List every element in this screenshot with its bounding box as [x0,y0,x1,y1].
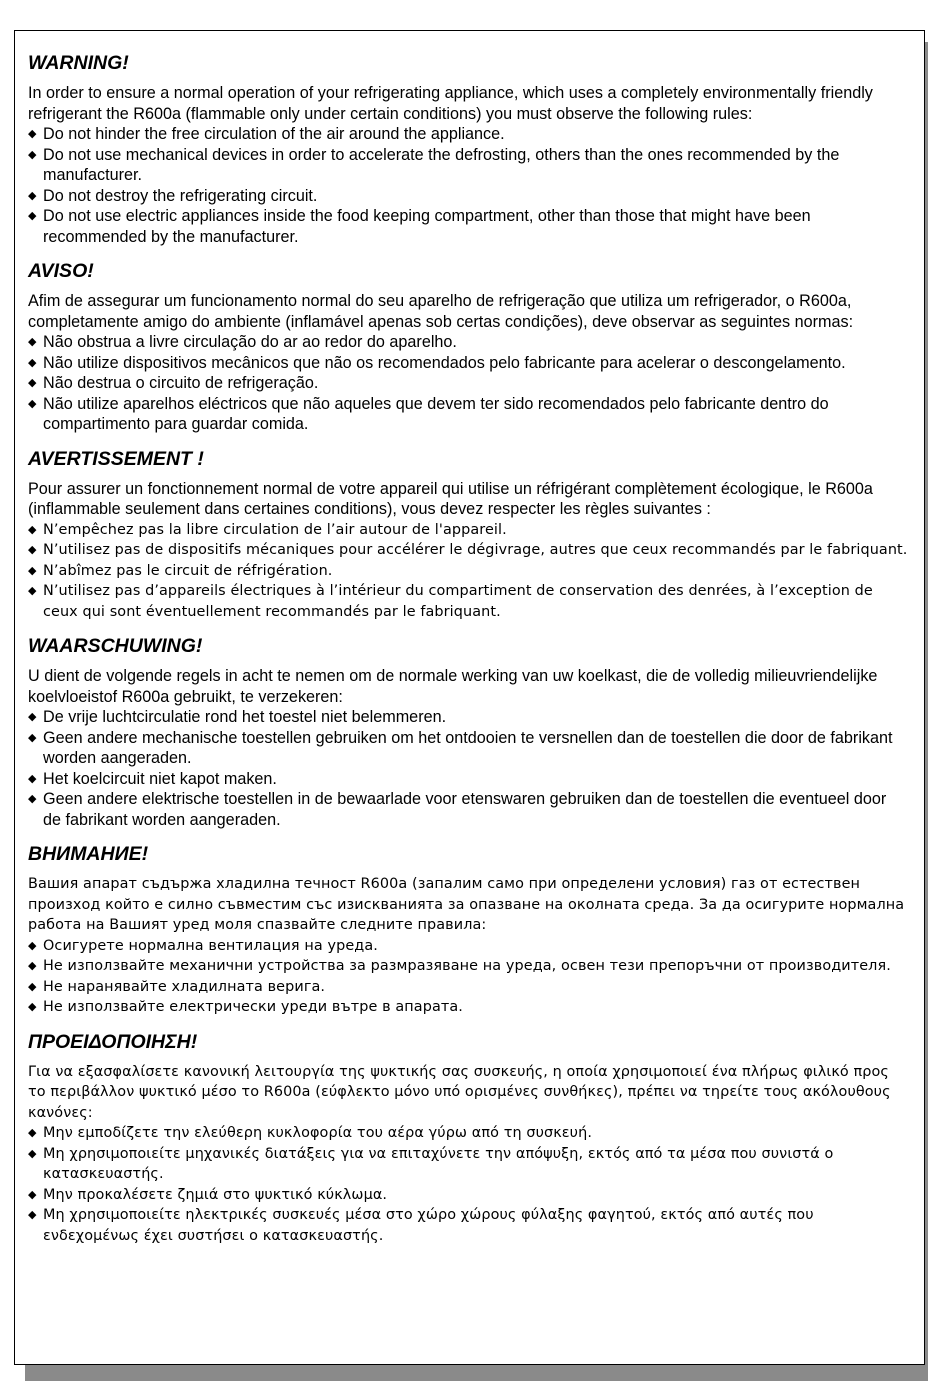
diamond-bullet-icon: ◆ [28,959,37,972]
diamond-bullet-icon: ◆ [28,1000,37,1013]
list-item [28,394,908,435]
section-intro: Вашия апарат съдържа хладилна течност R600a (запалим само при определени условия) газ от естествен произход който е силно съвместим със изискванията за опазване на околната среда. За да осигурите нормална работа на Вашият уред моля спазвайте следните правила: [28,876,905,933]
list-item [28,353,908,374]
list-item [28,789,908,830]
rule-text: Μην εμποδίζετε την ελεύθερη κυκλοφορία του αέρα γύρω από τη συσκευή. [43,1125,592,1141]
rule-text: Não obstrua a livre circulação do ar ao redor do aparelho. [43,333,457,351]
section-intro: Afim de assegurar um funcionamento normal do seu aparelho de refrigeração que utiliza um refrigerador, o R600a, completamente amigo do ambiente (inflamável apenas sob certas condições), deve observar as seguintes normas: [28,292,854,331]
section-bulgarian [28,842,908,1018]
list-item [28,1144,908,1185]
diamond-bullet-icon: ◆ [28,377,37,389]
list-item [28,373,908,394]
list-item [28,1123,908,1144]
diamond-bullet-icon: ◆ [28,793,37,805]
list-item [28,561,908,582]
diamond-bullet-icon: ◆ [28,711,37,723]
list-item [28,769,908,790]
diamond-bullet-icon: ◆ [28,128,37,140]
rule-list [28,124,908,247]
diamond-bullet-icon: ◆ [28,148,37,161]
list-item [28,707,908,728]
list-item [28,540,908,561]
rule-text: Não utilize dispositivos mecânicos que não os recomendados pelo fabricante para acelerar o descongelamento. [43,353,846,372]
rule-text: Do not use mechanical devices in order to accelerate the defrosting, others than the ones recommended by the manufacturer. [43,145,840,184]
diamond-bullet-icon: ◆ [28,938,37,952]
section-greek [28,1030,908,1247]
rule-text: Do not destroy the refrigerating circuit. [43,186,318,205]
list-item [28,728,908,769]
rule-list [28,707,908,830]
diamond-bullet-icon: ◆ [28,336,37,348]
section-french [28,447,908,623]
list-item [28,1205,908,1246]
diamond-bullet-icon: ◆ [28,563,37,577]
rule-text: Μην προκαλέσετε ζημιά στο ψυκτικό κύκλωμα. [43,1186,388,1203]
section-english [28,51,908,247]
list-item [28,997,908,1018]
rule-text: Geen andere elektrische toestellen in de bewaarlade voor etenswaren gebruiken dan de toestellen die eventueel door de fabrikant worden aangeraden. [43,790,887,829]
section-heading: WARNING! [28,52,129,74]
rule-text: Осигурете нормална вентилация на уреда. [43,937,378,954]
diamond-bullet-icon: ◆ [28,1126,37,1139]
rule-text: De vrije luchtcirculatie rond het toestel niet belemmeren. [43,708,447,726]
list-item [28,520,908,541]
diamond-bullet-icon: ◆ [28,584,37,597]
rule-text: N’utilisez pas de dispositifs mécaniques pour accélérer le dégivrage, autres que ceux recommandés par le fabriquant. [43,542,908,558]
diamond-bullet-icon: ◆ [28,1208,37,1221]
list-item [28,977,908,998]
rule-text: Geen andere mechanische toestellen gebruiken om het ontdooien te versnellen dan de toestellen die door de fabrikant worden aangeraden. [43,728,893,767]
rule-text: N’empêchez pas la libre circulation de l’air autour de l'appareil. [43,521,507,538]
rule-text: Μη χρησιμοποιείτε μηχανικές διατάξεις για να επιταχύνετε την απόψυξη, εκτός από τα μέσα που συνιστά ο κατασκευαστής. [43,1145,834,1182]
rule-text: Do not use electric appliances inside the food keeping compartment, other than those that might have been recommended by the manufacturer. [43,207,811,246]
diamond-bullet-icon: ◆ [28,1187,37,1201]
diamond-bullet-icon: ◆ [28,189,37,202]
rule-text: Do not hinder the free circulation of the air around the appliance. [43,125,505,143]
list-item [28,206,908,247]
diamond-bullet-icon: ◆ [28,522,37,536]
list-item [28,956,908,977]
section-intro: In order to ensure a normal operation of your refrigerating appliance, which uses a completely environmentally friendly refrigerant the R600a (flammable only under certain conditions) you must observe the following rules: [28,84,873,123]
diamond-bullet-icon: ◆ [28,979,37,993]
list-item [28,124,908,145]
diamond-bullet-icon: ◆ [28,543,37,556]
section-heading: AVERTISSEMENT ! [28,447,204,470]
section-intro: Pour assurer un fonctionnement normal de votre appareil qui utilise un réfrigérant complètement écologique, le R600a (inflammable seulement dans certaines conditions), vous devez respecter les règles suivantes : [28,479,873,518]
section-heading: ВНИМАНИЕ! [28,843,149,865]
rule-list [28,520,908,623]
list-item [28,581,908,622]
rule-text: Не използвайте електрически уреди вътре в апарата. [43,999,463,1015]
rule-list [28,1123,908,1246]
section-intro: Για να εξασφαλίσετε κανονική λειτουργία της ψυκτικής σας συσκευής, η οποία χρησιμοποιεί ένα πλήρως φιλικό προς το περιβάλλον ψυκτικό μέσο το R600a (εύφλεκτο μόνο υπό ορισμένες συνθήκες), πρέπει να τηρείτε τους ακόλουθους κανόνες: [28,1063,891,1121]
rule-text: Не наранявайте хладилната верига. [43,978,326,995]
diamond-bullet-icon: ◆ [28,210,37,222]
section-heading: AVISO! [28,260,94,282]
list-item [28,936,908,957]
diamond-bullet-icon: ◆ [28,356,37,369]
list-item [28,332,908,353]
rule-text: Het koelcircuit niet kapot maken. [43,769,277,788]
diamond-bullet-icon: ◆ [28,772,37,785]
rule-list [28,936,908,1018]
rule-text: Não destrua o circuito de refrigeração. [43,374,319,392]
list-item [28,1185,908,1206]
section-heading: WAARSCHUWING! [28,635,203,657]
rule-list [28,332,908,435]
diamond-bullet-icon: ◆ [28,731,37,744]
section-intro: U dient de volgende regels in acht te nemen om de normale werking van uw koelkast, die de volledig milieuvriendelijke koelvloeistof R600a gebruikt, te verzekeren: [28,667,878,706]
section-heading: ΠΡΟΕΙΔΟΠΟΙΗΣΗ! [28,1030,198,1053]
rule-text: Não utilize aparelhos eléctricos que não aqueles que devem ter sido recomendados pelo fabricante dentro do compartimento para guardar comida. [43,394,829,433]
rule-text: Μη χρησιμοποιείτε ηλεκτρικές συσκευές μέσα στο χώρο χώρους φύλαξης φαγητού, εκτός από αυτές που ενδεχομένως έχει συστήσει ο κατασκευαστής. [43,1207,814,1244]
rule-text: Не използвайте механични устройства за размразяване на уреда, освен тези препоръчни от производителя. [43,958,891,974]
section-dutch [28,634,908,830]
diamond-bullet-icon: ◆ [28,1146,37,1160]
diamond-bullet-icon: ◆ [28,397,37,410]
rule-text: N’utilisez pas d’appareils électriques à l’intérieur du compartiment de conservation des denrées, à l’exception de ceux qui sont éventuellement recommandés par le fabriquant. [43,583,873,620]
warning-sheet [14,30,925,1365]
list-item [28,145,908,186]
rule-text: N’abîmez pas le circuit de réfrigération. [43,562,333,579]
section-portuguese [28,259,908,435]
list-item [28,186,908,207]
